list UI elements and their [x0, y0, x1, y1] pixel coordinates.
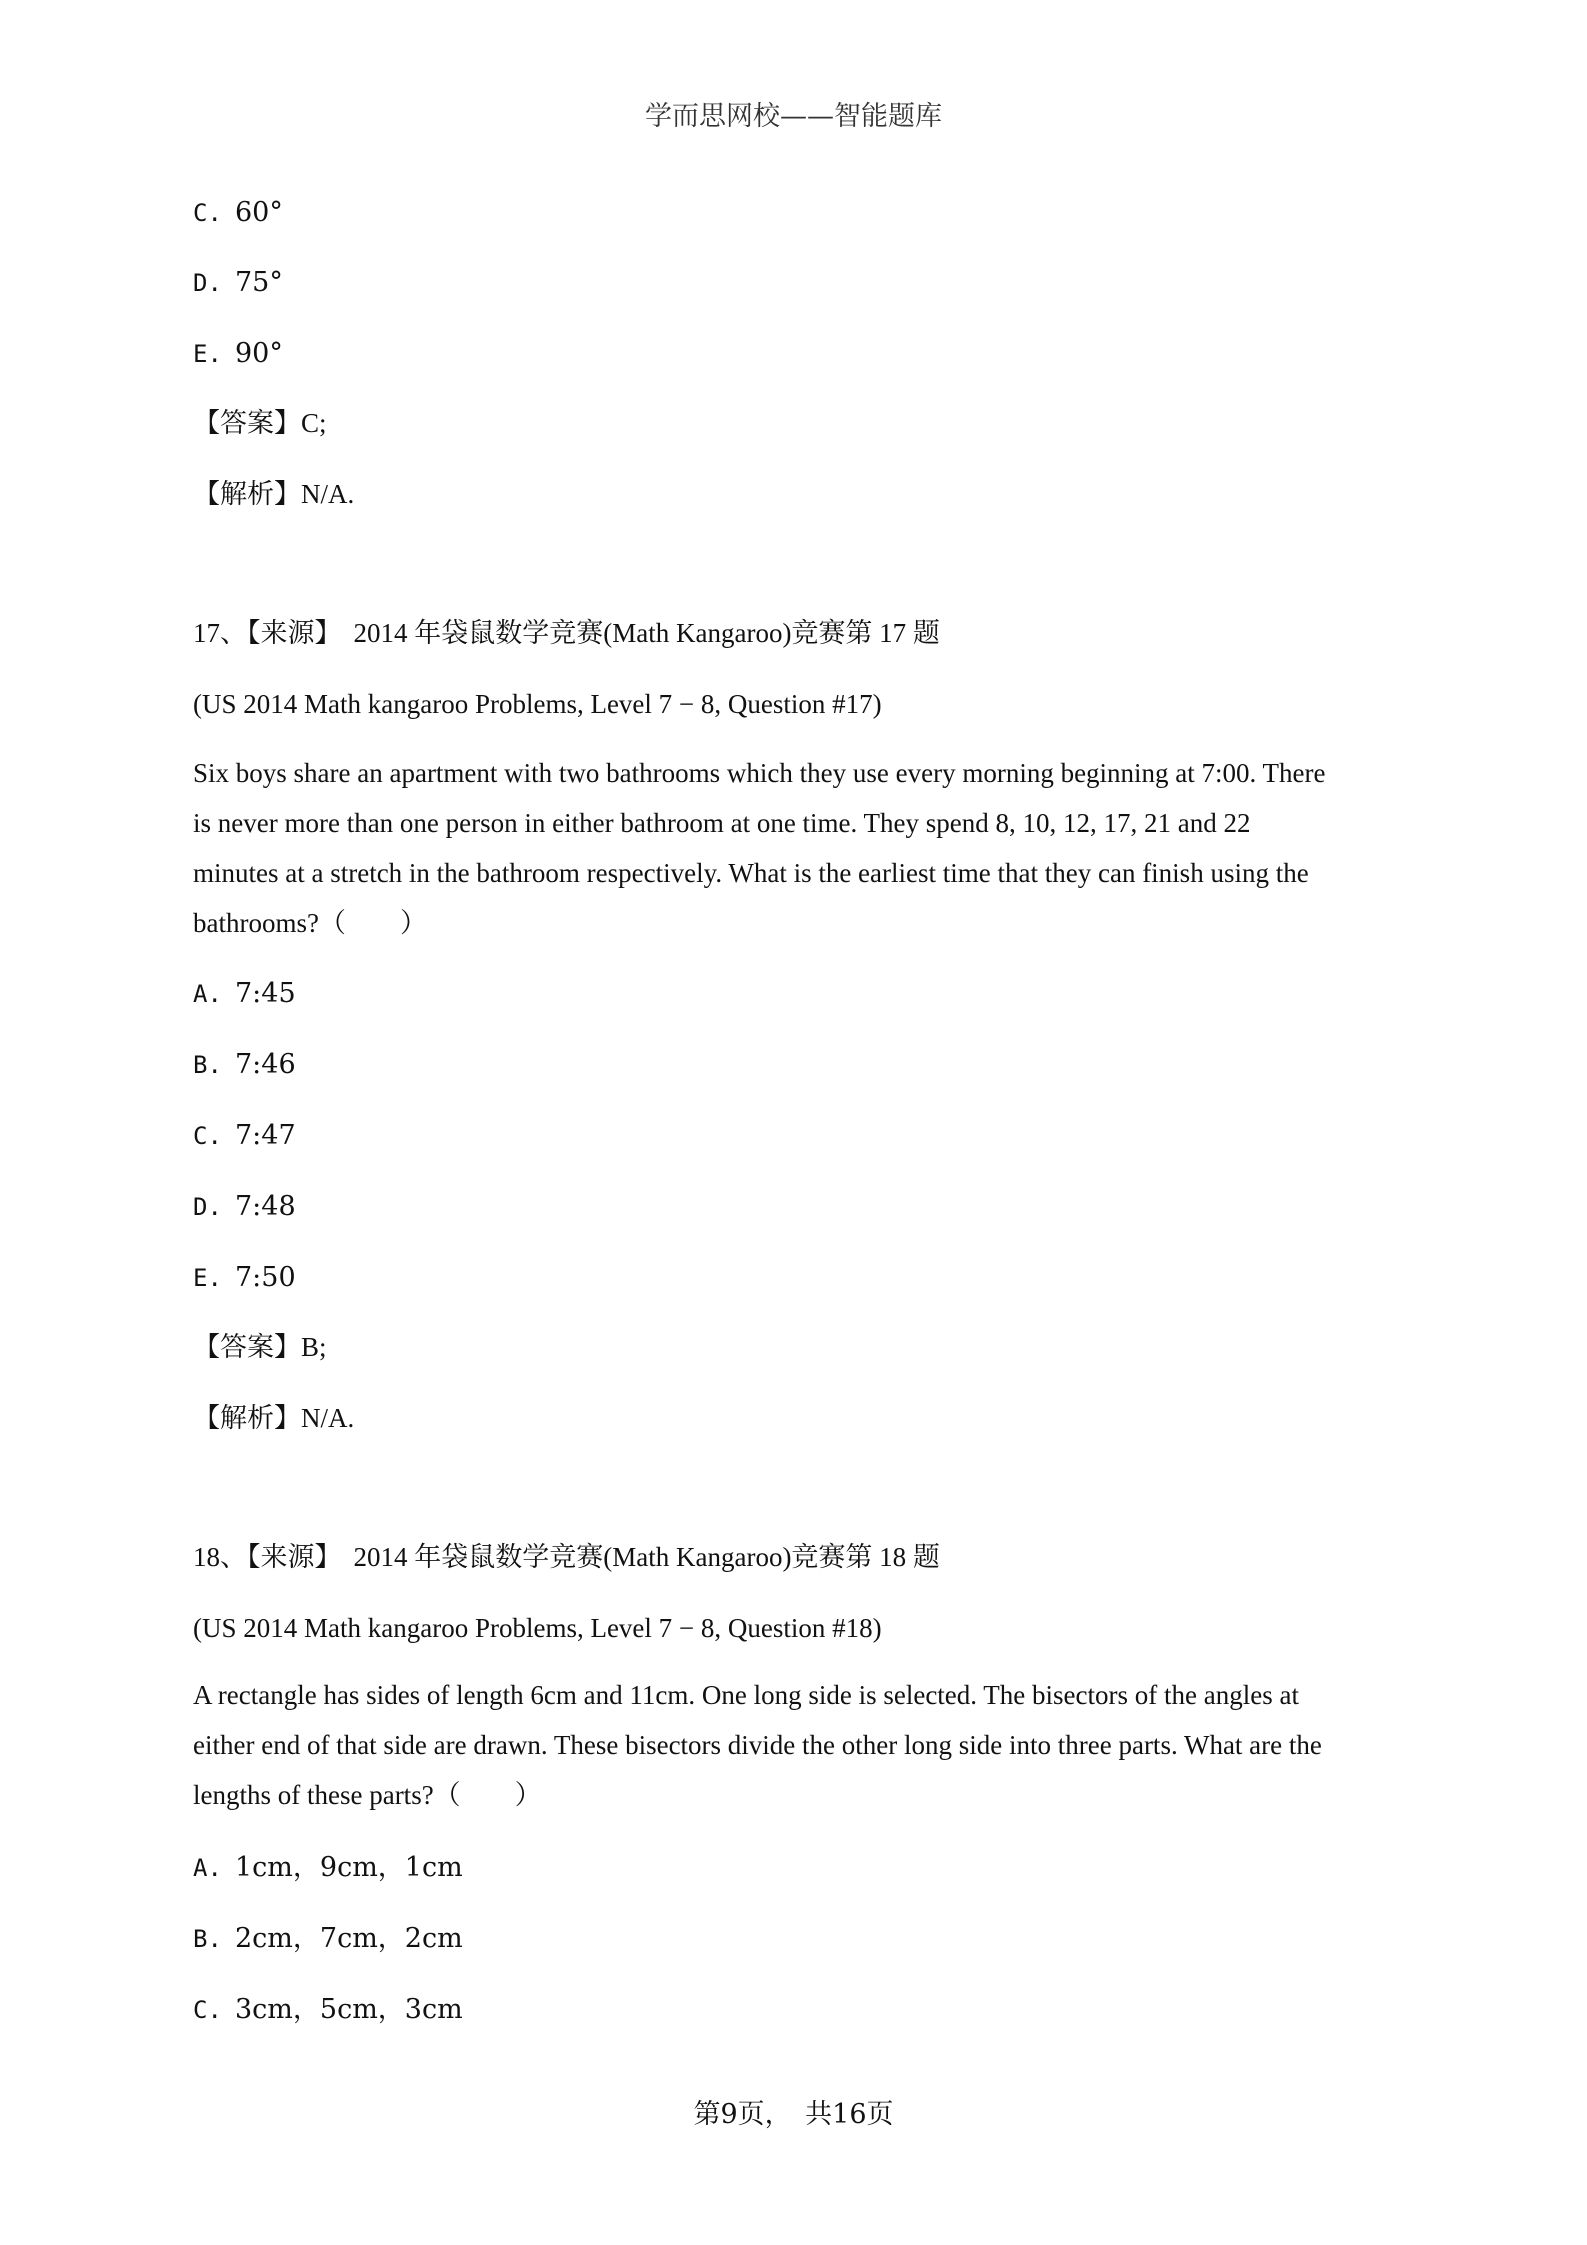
- question-18-heading: [193, 1539, 940, 1576]
- analysis-label: 【解析】: [193, 479, 301, 510]
- question-18-stem: [193, 1670, 1403, 1820]
- option-value: 3cm，5cm，3cm: [235, 1994, 463, 2025]
- question-18-reference: (US 2014 Math kangaroo Problems, Level 7 − 8, Question #18): [193, 1613, 882, 1643]
- option-value: 1cm，9cm，1cm: [235, 1852, 463, 1883]
- stem-line: bathrooms?（ ）: [193, 908, 427, 938]
- stem-line: either end of that side are drawn. These bisectors divide the other long side into three parts. What are the: [193, 1730, 1322, 1760]
- option-letter: A.: [193, 1854, 222, 1882]
- option-letter: E.: [193, 1264, 222, 1292]
- option-letter: C.: [193, 1996, 222, 2024]
- option-value: 7:45: [235, 978, 296, 1009]
- page-header: 学而思网校——智能题库: [645, 101, 942, 132]
- stem-line: lengths of these parts?（ ）: [193, 1780, 542, 1810]
- question-17-stem: [193, 748, 1403, 948]
- option-letter: B.: [193, 1925, 222, 1953]
- option-value: 7:47: [235, 1120, 296, 1151]
- source-text: 2014 年袋鼠数学竞赛(Math Kangaroo)竞赛第 18 题: [353, 1542, 940, 1572]
- stem-line: A rectangle has sides of length 6cm and 11cm. One long side is selected. The bisectors of the angles at: [193, 1680, 1299, 1710]
- option-value: 2cm，7cm，2cm: [235, 1923, 463, 1954]
- answer-label: 【答案】: [193, 1332, 301, 1363]
- page-footer: 第9页， 共16页: [693, 2099, 894, 2130]
- answer-value: B;: [301, 1332, 327, 1362]
- source-label: 【来源】: [247, 618, 342, 649]
- option-c-18: [193, 1991, 463, 2028]
- option-b: [193, 1046, 296, 1083]
- option-value: 7:46: [235, 1049, 296, 1080]
- option-letter: D.: [193, 1193, 222, 1221]
- stem-line: minutes at a stretch in the bathroom respectively. What is the earliest time that they can finish using the: [193, 858, 1309, 888]
- option-c-prev: [193, 194, 283, 231]
- option-letter: A.: [193, 980, 222, 1008]
- option-value: 75°: [235, 267, 283, 298]
- analysis-line-17: [193, 1400, 354, 1437]
- analysis-value: N/A.: [301, 1403, 355, 1433]
- option-b-18: [193, 1920, 463, 1957]
- option-value: 60°: [235, 197, 283, 228]
- option-letter: E.: [193, 340, 222, 368]
- answer-value: C;: [301, 408, 327, 438]
- question-17-reference: (US 2014 Math kangaroo Problems, Level 7 − 8, Question #17): [193, 689, 882, 719]
- stem-line: Six boys share an apartment with two bathrooms which they use every morning beginning at 7:00. There: [193, 758, 1326, 788]
- analysis-value: N/A.: [301, 479, 355, 509]
- option-value: 7:48: [235, 1191, 296, 1222]
- option-a: [193, 975, 296, 1012]
- answer-line-prev: [193, 405, 327, 442]
- option-value: 90°: [235, 338, 283, 369]
- option-e: [193, 1259, 296, 1296]
- stem-line: is never more than one person in either bathroom at one time. They spend 8, 10, 12, 17, 21 and 22: [193, 808, 1251, 838]
- answer-line-17: [193, 1329, 327, 1366]
- option-letter: C.: [193, 199, 222, 227]
- option-letter: D.: [193, 269, 222, 297]
- option-e-prev: [193, 335, 283, 372]
- option-d: [193, 1188, 296, 1225]
- option-c: [193, 1117, 296, 1154]
- question-number: 17、: [193, 618, 247, 648]
- source-text: 2014 年袋鼠数学竞赛(Math Kangaroo)竞赛第 17 题: [353, 618, 940, 648]
- option-d-prev: [193, 264, 283, 301]
- source-label: 【来源】: [247, 1542, 342, 1573]
- answer-label: 【答案】: [193, 408, 301, 439]
- analysis-label: 【解析】: [193, 1403, 301, 1434]
- question-number: 18、: [193, 1542, 247, 1572]
- option-a-18: [193, 1849, 463, 1886]
- option-letter: C.: [193, 1122, 222, 1150]
- option-letter: B.: [193, 1051, 222, 1079]
- question-17-heading: [193, 615, 940, 652]
- analysis-line-prev: [193, 476, 354, 513]
- option-value: 7:50: [235, 1262, 296, 1293]
